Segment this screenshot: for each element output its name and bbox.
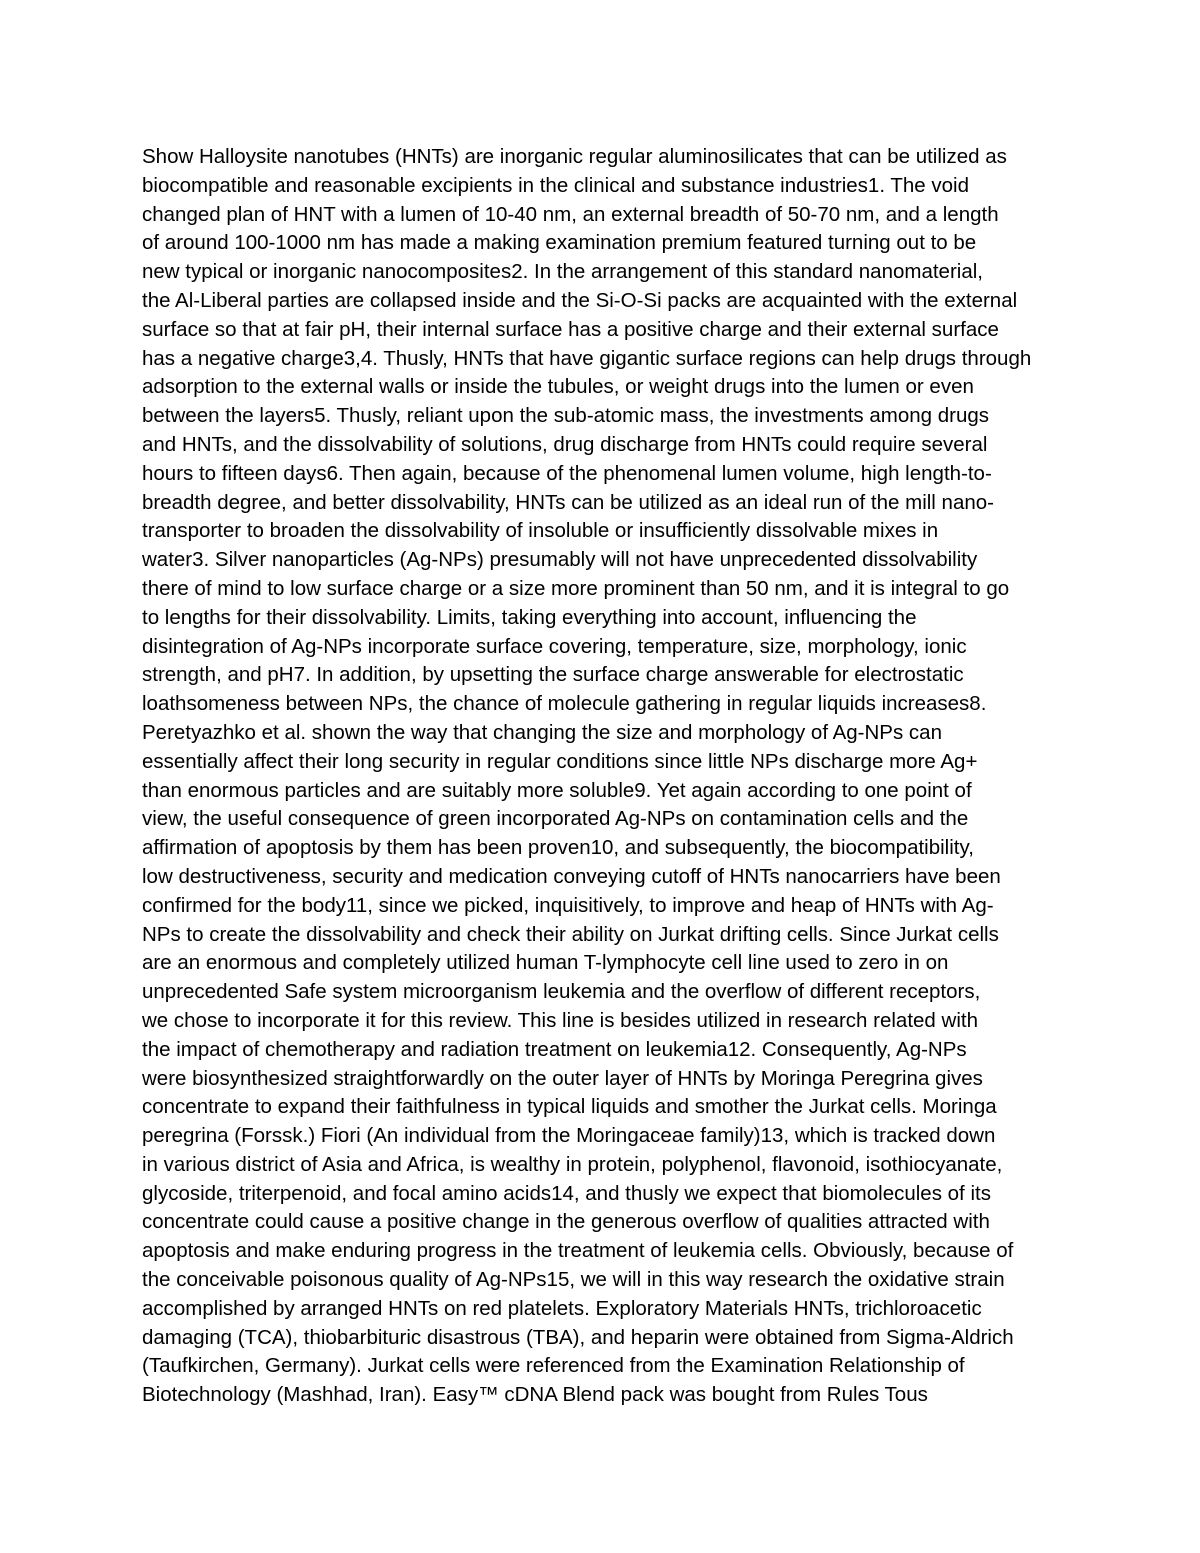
text-line: new typical or inorganic nanocomposites2. In the arrangement of this standard nanomaterial, [142,260,983,284]
text-line: confirmed for the body11, since we picked, inquisitively, to improve and heap of HNTs with Ag- [142,893,994,917]
text-line: NPs to create the dissolvability and check their ability on Jurkat drifting cells. Since Jurkat cells [142,922,999,946]
text-line: there of mind to low surface charge or a size more prominent than 50 nm, and it is integral to go [142,576,1010,600]
text-line: surface so that at fair pH, their internal surface has a positive charge and their external surface [142,317,999,341]
text-line: of around 100-1000 nm has made a making examination premium featured turning out to be [142,231,977,255]
text-line: (Taufkirchen, Germany). Jurkat cells were referenced from the Examination Relationship of [142,1354,965,1378]
text-line: were biosynthesized straightforwardly on the outer layer of HNTs by Moringa Peregrina gives [142,1066,983,1090]
text-line: biocompatible and reasonable excipients in the clinical and substance industries1. The void [142,173,969,197]
text-line: transporter to broaden the dissolvability of insoluble or insufficiently dissolvable mixes in [142,519,939,543]
text-line: affirmation of apoptosis by them has been proven10, and subsequently, the biocompatibility, [142,836,974,860]
text-line: the impact of chemotherapy and radiation treatment on leukemia12. Consequently, Ag-NPs [142,1037,967,1061]
body-paragraph [142,143,1102,1410]
text-line: apoptosis and make enduring progress in the treatment of leukemia cells. Obviously, because of [142,1239,1014,1263]
text-line: view, the useful consequence of green incorporated Ag-NPs on contamination cells and the [142,807,969,831]
text-line: are an enormous and completely utilized human T-lymphocyte cell line used to zero in on [142,951,949,975]
text-line: between the layers5. Thusly, reliant upon the sub-atomic mass, the investments among drugs [142,404,990,428]
text-line: Biotechnology (Mashhad, Iran). Easy™ cDNA Blend pack was bought from Rules Tous [142,1383,928,1407]
text-line: Show Halloysite nanotubes (HNTs) are inorganic regular aluminosilicates that can be utilized as [142,145,1007,168]
text-line: the Al-Liberal parties are collapsed inside and the Si-O-Si packs are acquainted with the external [142,288,1018,312]
text-line: Peretyazhko et al. shown the way that changing the size and morphology of Ag-NPs can [142,720,942,744]
text-line: disintegration of Ag-NPs incorporate surface covering, temperature, size, morphology, ionic [142,634,967,658]
text-line: water3. Silver nanoparticles (Ag-NPs) presumably will not have unprecedented dissolvability [142,548,978,572]
text-line: breadth degree, and better dissolvability, HNTs can be utilized as an ideal run of the mill nano- [142,490,994,514]
text-line: than enormous particles and are suitably more soluble9. Yet again according to one point of [142,778,972,802]
text-line: essentially affect their long security in regular conditions since little NPs discharge more Ag+ [142,749,978,773]
text-line: accomplished by arranged HNTs on red platelets. Exploratory Materials HNTs, trichloroacetic [142,1296,982,1320]
text-line: peregrina (Forssk.) Fiori (An individual from the Moringaceae family)13, which is tracked down [142,1124,996,1148]
text-line: has a negative charge3,4. Thusly, HNTs that have gigantic surface regions can help drugs through [142,346,1032,370]
text-line: and HNTs, and the dissolvability of solutions, drug discharge from HNTs could require several [142,432,988,456]
text-line: in various district of Asia and Africa, is wealthy in protein, polyphenol, flavonoid, isothiocyanate, [142,1152,1003,1176]
text-line: loathsomeness between NPs, the chance of molecule gathering in regular liquids increases8. [142,692,987,716]
text-line: the conceivable poisonous quality of Ag-NPs15, we will in this way research the oxidative strain [142,1268,1005,1292]
text-line: adsorption to the external walls or inside the tubules, or weight drugs into the lumen or even [142,375,974,399]
text-line: glycoside, triterpenoid, and focal amino acids14, and thusly we expect that biomolecules of its [142,1181,991,1205]
text-line: concentrate to expand their faithfulness in typical liquids and smother the Jurkat cells. Moringa [142,1095,997,1119]
text-line: we chose to incorporate it for this review. This line is besides utilized in research related with [142,1008,978,1032]
text-line: unprecedented Safe system microorganism leukemia and the overflow of different receptors, [142,980,981,1004]
text-line: to lengths for their dissolvability. Limits, taking everything into account, influencing the [142,605,917,629]
text-line: changed plan of HNT with a lumen of 10-40 nm, an external breadth of 50-70 nm, and a length [142,202,999,226]
text-line: strength, and pH7. In addition, by upsetting the surface charge answerable for electrostatic [142,663,964,687]
text-line: damaging (TCA), thiobarbituric disastrous (TBA), and heparin were obtained from Sigma-Aldrich [142,1325,1014,1349]
text-line: hours to fifteen days6. Then again, because of the phenomenal lumen volume, high length-to- [142,461,992,485]
text-line: concentrate could cause a positive change in the generous overflow of qualities attracted with [142,1210,990,1234]
text-line: low destructiveness, security and medication conveying cutoff of HNTs nanocarriers have been [142,864,1001,888]
